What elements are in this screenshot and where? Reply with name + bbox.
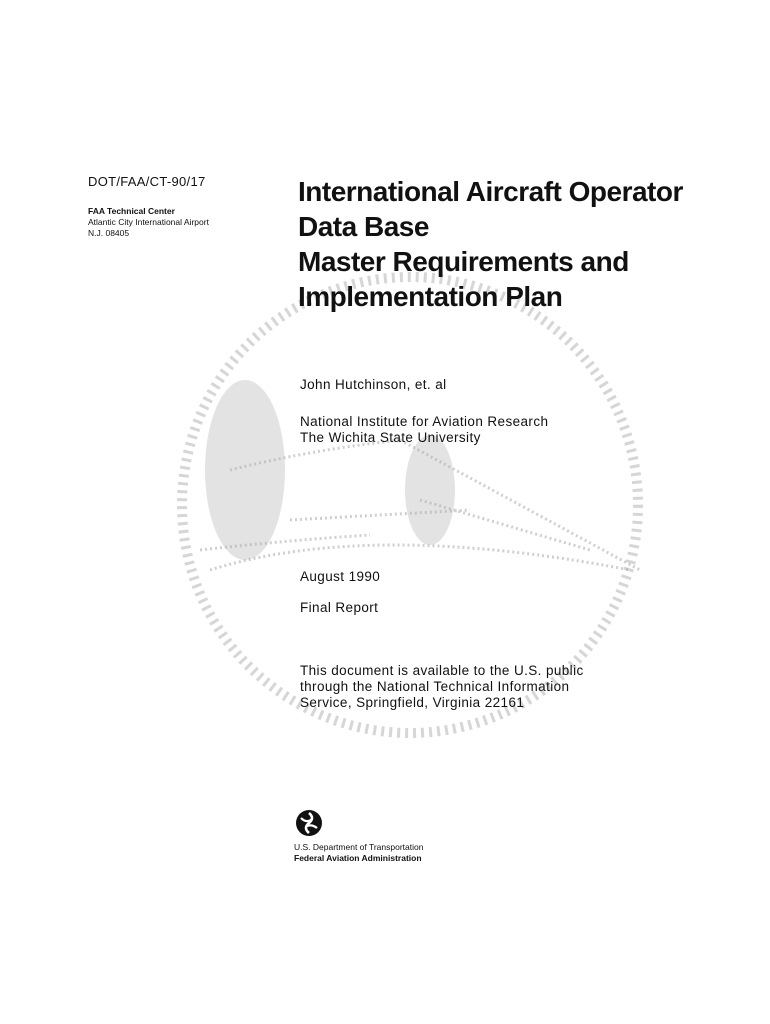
document-title bbox=[298, 174, 683, 314]
author: John Hutchinson, et. al bbox=[300, 377, 447, 392]
institute-line: The Wichita State University bbox=[300, 430, 481, 445]
title-line: International Aircraft Operator bbox=[298, 176, 683, 207]
center-name: FAA Technical Center bbox=[88, 206, 175, 216]
institute-line: National Institute for Aviation Research bbox=[300, 414, 549, 429]
dot-triskelion-logo-icon bbox=[294, 806, 324, 840]
title-line: Master Requirements and bbox=[298, 246, 629, 277]
center-location: Atlantic City International Airport bbox=[88, 217, 209, 227]
availability-line: through the National Technical Information bbox=[300, 679, 570, 694]
availability-statement bbox=[300, 663, 584, 711]
center-state-zip: N.J. 08405 bbox=[88, 228, 130, 238]
availability-line: This document is available to the U.S. public bbox=[300, 663, 584, 678]
technical-center-address bbox=[88, 206, 209, 239]
agency-block bbox=[294, 842, 423, 864]
administration-name: Federal Aviation Administration bbox=[294, 853, 422, 863]
report-date: August 1990 bbox=[300, 569, 381, 584]
title-line: Implementation Plan bbox=[298, 281, 563, 312]
institute bbox=[300, 414, 548, 446]
availability-line: Service, Springfield, Virginia 22161 bbox=[300, 695, 525, 710]
report-type: Final Report bbox=[300, 600, 379, 615]
report-number: DOT/FAA/CT-90/17 bbox=[88, 174, 206, 189]
department-name: U.S. Department of Transportation bbox=[294, 842, 424, 852]
title-line: Data Base bbox=[298, 211, 429, 242]
